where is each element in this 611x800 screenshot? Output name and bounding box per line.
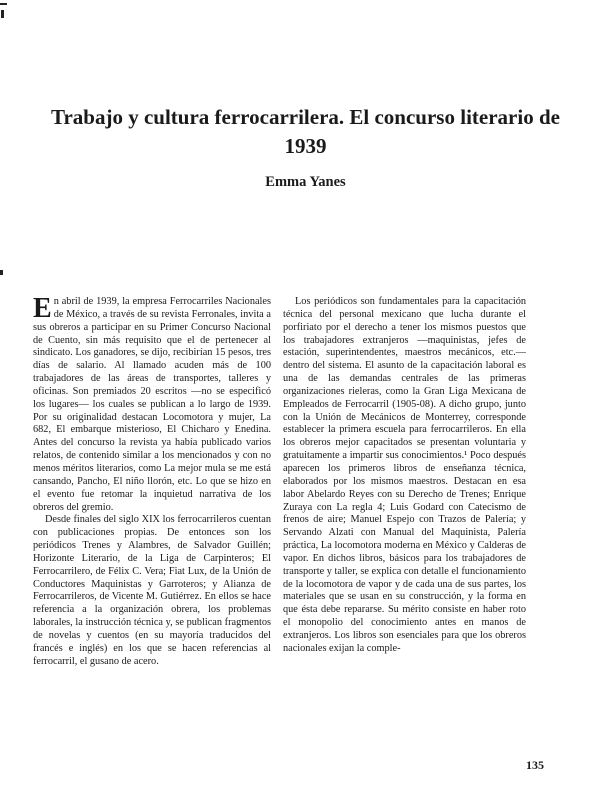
page-number: 135 xyxy=(526,758,544,772)
paragraph-text: n abril de 1939, la empresa Ferrocarriles Nacionales de México, a través de su revista Ferronales, invita a sus obreros a participar en su Primer Concurso Nacional de Cuento, sin más requisito que el de pertenecer al sindicato. Los ganadores, se dijo, recibirían 15 pesos, tres días de salario. Al llamado acuden más de 100 trabajadores de las áreas de transportes, talleres y oficinas. Son premiados 20 escritos —no se especificó los lugares— los cuales se publican a lo largo de 1939. Por su originalidad destacan Locomotora y mujer, La 682, El embarque misterioso, El Chicharo y Enedina. Antes del concurso la revista ya había publicado varios relatos, de contenido similar a los mencionados y con no menos méritos literarios, como La mejor mula se me está cansando, Pancho, El niño llorón, etc. Lo que se hizo en el evento fue retomar la inquietud narrativa de los obreros del gremio. xyxy=(33,296,271,513)
article-title: Trabajo y cultura ferrocarrilera. El concurso literario de 1939 xyxy=(51,105,560,158)
scan-mark-lower xyxy=(0,270,3,275)
paragraph: Desde finales del siglo XIX los ferrocarrileros cuentan con publicaciones propias. De entonces son los periódicos Trenes y Alambres, de Salvador Guillén; Horizonte Literario, de la Liga de Carpinteros; El Ferrocarrilero, de Félix C. Vera; Fiat Lux, de la Unión de Conductores Maquinistas y Garroteros; y Alianza de Ferrocarrileros, de Vicente M. Gutiérrez. En ellos se hace referencia a la organización obrera, los problemas laborales, la instrucción técnica y, se publican fragmentos de novelas y cuentos (en su mayoría traducidos del francés e inglés) en los que se hacen referencias al ferrocarril, el gusano de acero. xyxy=(33,514,271,667)
scan-mark-upper xyxy=(1,10,4,18)
body-column-left xyxy=(33,296,271,721)
body-column-right xyxy=(283,296,526,721)
paragraph xyxy=(33,296,271,514)
paragraph: Los periódicos son fundamentales para la capacitación técnica del personal mexicano que lucha durante el porfiriato por el derecho a tener los mismos puestos que los trabajadores extranjeros —maquinistas, jefes de estación, superintendentes, maestros mecánicos, etc.— dentro del sistema. El asunto de la capacitación laboral es una de las demandas centrales de las primeras organizaciones rieleras, como la Gran Liga Mexicana de Empleados de Ferrocarril (1905-08). A dicho grupo, junto con la Unión de Mecánicos de Monterrey, corresponde establecer la primera escuela para ferrocarrileros. En ella los obreros mejor capacitados se presentan voluntaria y gratuitamente a impartir sus conocimientos.¹ Poco después aparecen los primeros libros de enseñanza técnica, elaborados por los mismos maestros. Destacan en esa labor Abelardo Reyes con su Derecho de Trenes; Enrique Zuraya con La regla 4; Luis Godard con Catecismo de frenos de aire; Manuel Espejo con Trazos de Palería; y Servando Alzati con Manual del Maquinista, Palería práctica, La locomotora moderna en México y Calderas de vapor. En dichos libros, básicos para los trabajadores de transporte y taller, se explica con detalle el funcionamiento de la locomotora de vapor y de cada una de sus partes, los materiales que se usan en su construcción, y la forma en que ésta debe repararse. Su mérito consiste en haber roto el monopolio del conocimiento antes en manos de extranjeros. Los libros son esenciales para que los obreros nacionales exijan la comple- xyxy=(283,296,526,654)
scan-mark-top xyxy=(0,3,7,5)
drop-cap: E xyxy=(33,296,52,324)
article-author: Emma Yanes xyxy=(265,174,346,190)
